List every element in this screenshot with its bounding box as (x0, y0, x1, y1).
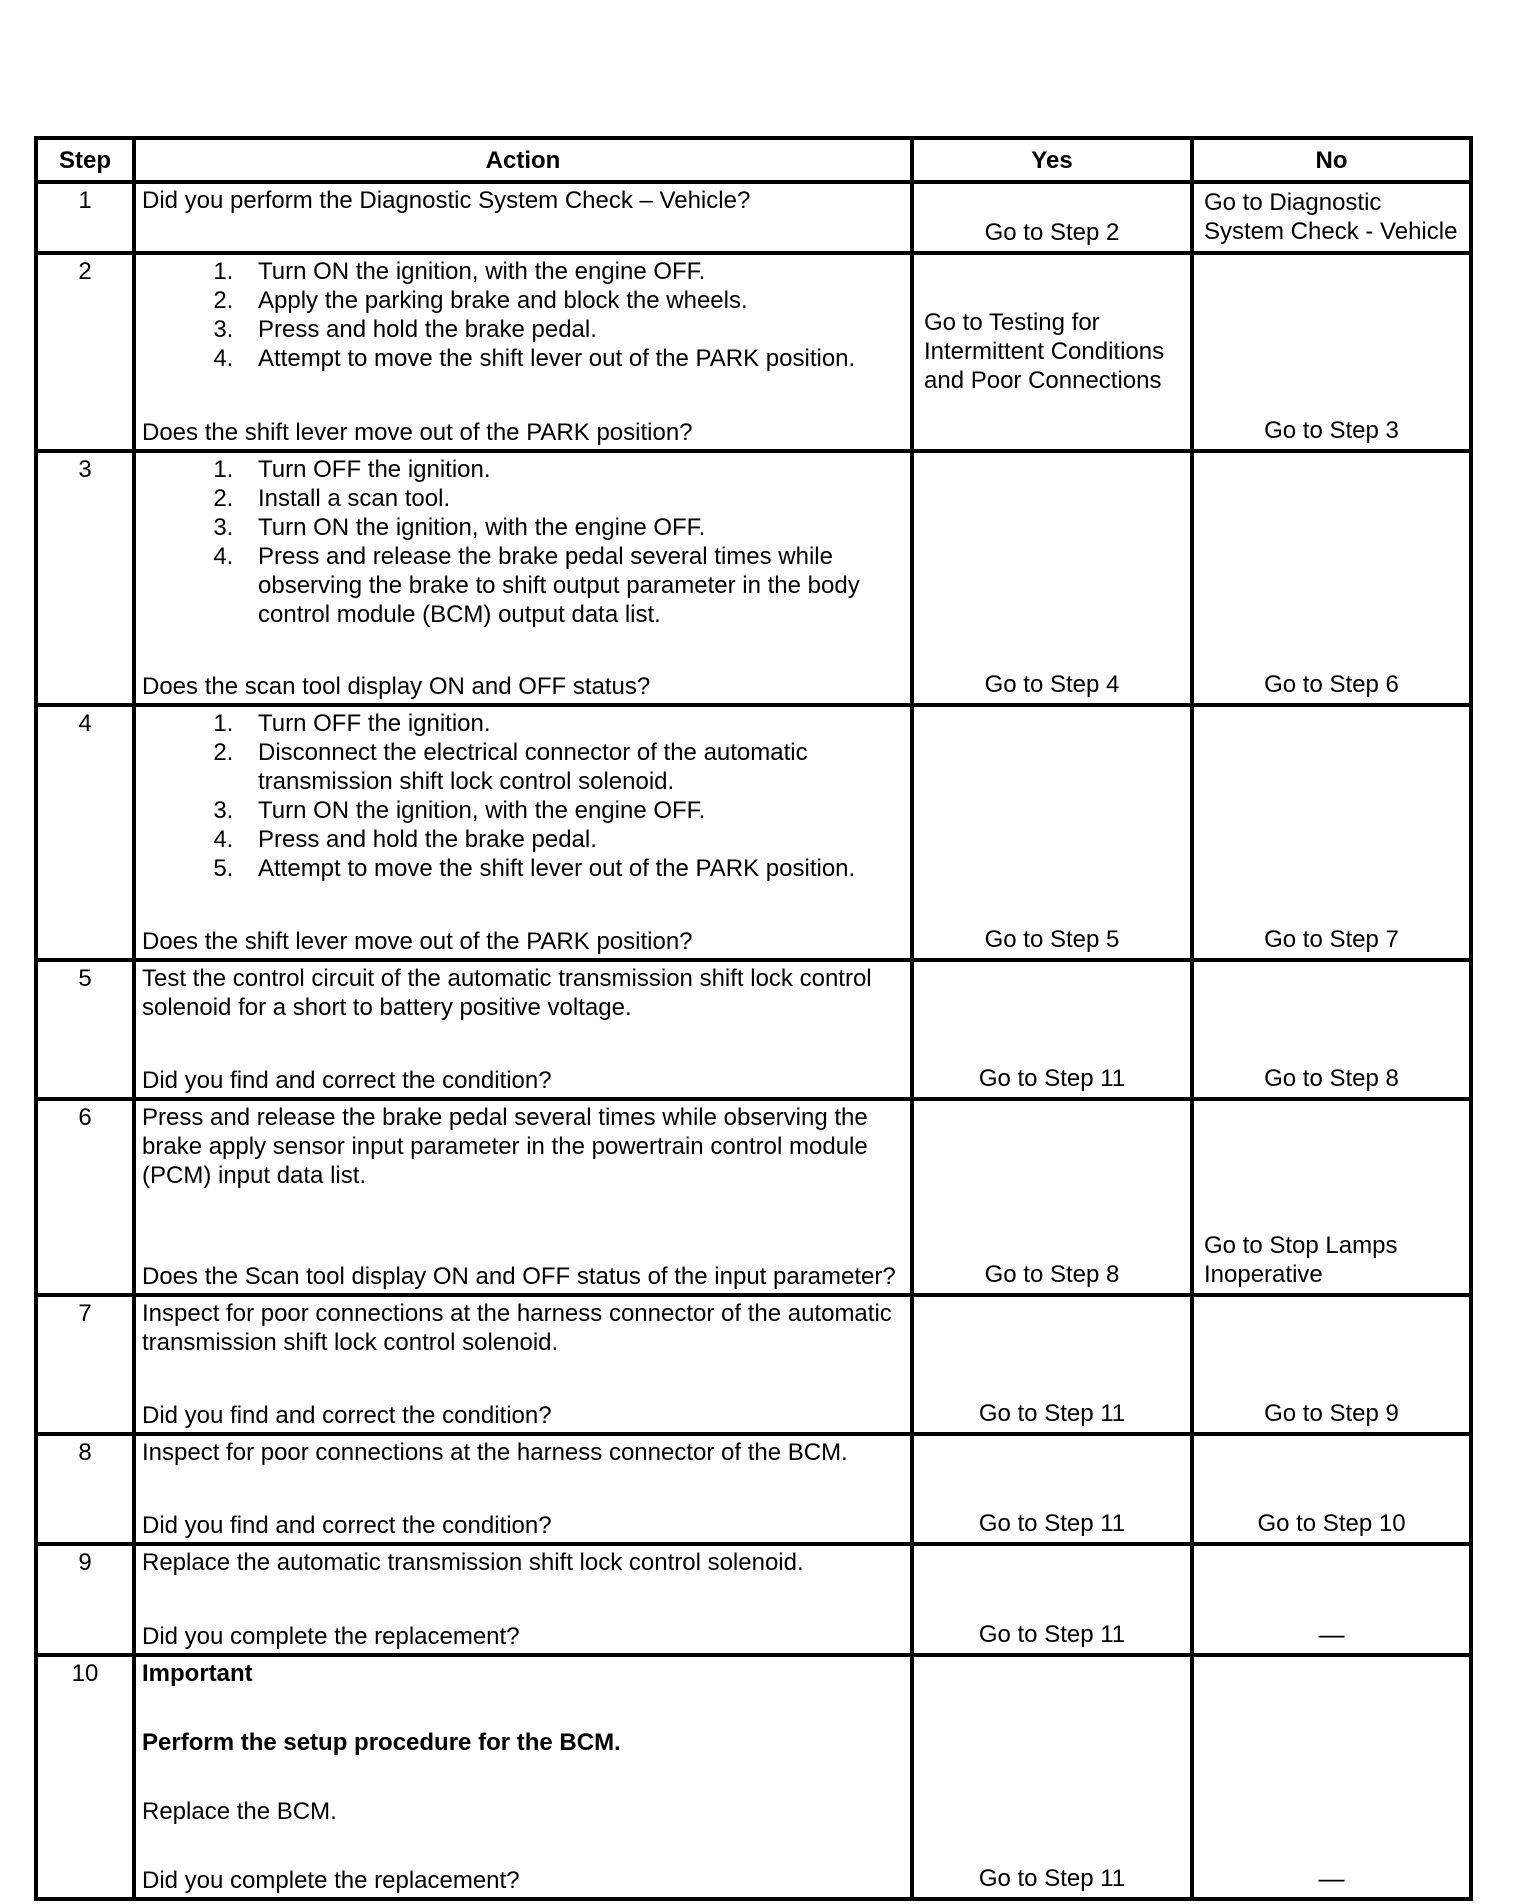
no-result: Go to Step 3 (1264, 416, 1399, 444)
action-text: Inspect for poor connections at the harness connector of the automatic transmission shift lock control solenoid. (142, 1299, 892, 1356)
yes-result: Go to Step 11 (978, 1865, 1126, 1892)
yes-result: Go to Step 4 (984, 671, 1120, 699)
step-number: 2 (36, 253, 134, 451)
no-result: Go to Diagnostic System Check - Vehicle (1204, 189, 1458, 245)
list-item: 2. Disconnect the electrical connector of the automatic transmission shift lock control solenoid. (240, 738, 904, 796)
step-number: 1 (36, 182, 134, 253)
action-cell (134, 705, 912, 960)
action-question: Does the Scan tool display ON and OFF status of the input parameter? (142, 1262, 896, 1290)
list-item: 4. Press and release the brake pedal several times while observing the brake to shift output parameter in the body control module (BCM) output data list. (240, 542, 904, 629)
action-cell (134, 960, 912, 1099)
action-question: Does the shift lever move out of the PARK position? (142, 927, 693, 955)
action-steps (142, 455, 904, 629)
list-item: 4. Attempt to move the shift lever out of the PARK position. (240, 344, 904, 373)
action-text: Did you perform the Diagnostic System Check – Vehicle? (142, 187, 751, 214)
action-cell (134, 253, 912, 451)
yes-cell (912, 1099, 1192, 1295)
header-step: Step (36, 138, 134, 182)
action-cell (134, 451, 912, 706)
action-question: Did you find and correct the condition? (142, 1402, 552, 1430)
list-item: 3. Turn ON the ignition, with the engine OFF. (240, 796, 904, 825)
no-result: Go to Step 8 (1264, 1065, 1399, 1093)
action-steps (142, 257, 904, 373)
action-text: Replace the automatic transmission shift lock control solenoid. (142, 1549, 804, 1577)
step-number: 10 (36, 1655, 134, 1899)
action-question: Did you complete the replacement? (142, 1622, 520, 1650)
yes-cell (912, 705, 1192, 960)
no-cell (1192, 1655, 1471, 1899)
no-cell (1192, 253, 1471, 451)
yes-cell (912, 451, 1192, 706)
action-cell (134, 1544, 912, 1654)
no-result: Go to Step 6 (1264, 671, 1399, 699)
yes-result: Go to Testing for Intermittent Conditions and Poor Connections (924, 309, 1165, 395)
action-cell (134, 1099, 912, 1295)
list-item: 1. Turn OFF the ignition. (240, 709, 904, 738)
list-item: 2. Apply the parking brake and block the wheels. (240, 286, 904, 315)
yes-result: Go to Step 11 (978, 1400, 1126, 1428)
table-row (36, 705, 1471, 960)
yes-cell (912, 960, 1192, 1099)
table-row (36, 1655, 1471, 1899)
no-cell (1192, 1099, 1471, 1295)
action-text: Press and release the brake pedal several times while observing the brake apply sensor input parameter in the powertrain control module (PCM) input data list. (142, 1104, 868, 1190)
table-row (36, 182, 1471, 253)
no-cell (1192, 960, 1471, 1099)
step-number: 9 (36, 1544, 134, 1654)
action-question: Does the scan tool display ON and OFF status? (142, 673, 651, 701)
list-item: 3. Press and hold the brake pedal. (240, 315, 904, 344)
table-row (36, 1099, 1471, 1295)
yes-result: Go to Step 5 (984, 925, 1120, 953)
yes-result: Go to Step 11 (978, 1065, 1126, 1093)
no-result: — (1318, 1863, 1345, 1893)
yes-cell (912, 182, 1192, 253)
list-item: 4. Press and hold the brake pedal. (240, 825, 904, 854)
table-row (36, 960, 1471, 1099)
action-cell (134, 1434, 912, 1544)
yes-cell (912, 253, 1192, 451)
no-result: Go to Step 7 (1264, 925, 1399, 953)
yes-cell (912, 1434, 1192, 1544)
no-result: Go to Stop Lamps Inoperative (1204, 1231, 1398, 1288)
action-question: Did you find and correct the condition? (142, 1067, 552, 1095)
action-cell (134, 1655, 912, 1899)
diagnostic-table (34, 136, 1473, 1901)
table-row (36, 1295, 1471, 1434)
table-row (36, 253, 1471, 451)
header-row (36, 138, 1471, 182)
yes-result: Go to Step 11 (978, 1510, 1126, 1538)
list-item: 5. Attempt to move the shift lever out of the PARK position. (240, 854, 904, 883)
action-steps (142, 709, 904, 883)
yes-cell (912, 1544, 1192, 1654)
step-number: 5 (36, 960, 134, 1099)
step-number: 3 (36, 451, 134, 706)
step-number: 6 (36, 1099, 134, 1295)
action-text: Inspect for poor connections at the harness connector of the BCM. (142, 1439, 848, 1467)
step-number: 4 (36, 705, 134, 960)
action-question: Did you find and correct the condition? (142, 1512, 552, 1540)
no-result: Go to Step 9 (1264, 1400, 1399, 1428)
list-item: 1. Turn OFF the ignition. (240, 455, 904, 484)
table-row (36, 1434, 1471, 1544)
yes-result: Go to Step 2 (984, 218, 1120, 246)
step-number: 8 (36, 1434, 134, 1544)
table-row (36, 451, 1471, 706)
action-cell (134, 182, 912, 253)
list-item: 1. Turn ON the ignition, with the engine OFF. (240, 257, 904, 286)
action-text: Replace the BCM. (142, 1797, 337, 1825)
step-number: 7 (36, 1295, 134, 1434)
list-item: 3. Turn ON the ignition, with the engine OFF. (240, 513, 904, 542)
no-cell (1192, 1544, 1471, 1654)
no-cell (1192, 705, 1471, 960)
no-result: — (1318, 1618, 1345, 1649)
no-cell (1192, 182, 1471, 253)
action-question: Does the shift lever move out of the PARK position? (142, 418, 693, 446)
important-label: Important (142, 1659, 253, 1687)
important-text: Perform the setup procedure for the BCM. (142, 1728, 621, 1756)
yes-cell (912, 1655, 1192, 1899)
list-item: 2. Install a scan tool. (240, 484, 904, 513)
no-cell (1192, 451, 1471, 706)
no-result: Go to Step 10 (1257, 1510, 1406, 1538)
header-action: Action (134, 138, 912, 182)
no-cell (1192, 1295, 1471, 1434)
yes-cell (912, 1295, 1192, 1434)
header-yes: Yes (912, 138, 1192, 182)
table-row (36, 1544, 1471, 1654)
yes-result: Go to Step 8 (984, 1260, 1120, 1288)
header-no: No (1192, 138, 1471, 182)
action-cell (134, 1295, 912, 1434)
no-cell (1192, 1434, 1471, 1544)
action-text: Test the control circuit of the automatic transmission shift lock control solenoid for a short to battery positive voltage. (142, 964, 872, 1021)
action-question: Did you complete the replacement? (142, 1866, 520, 1894)
yes-result: Go to Step 11 (978, 1620, 1126, 1648)
